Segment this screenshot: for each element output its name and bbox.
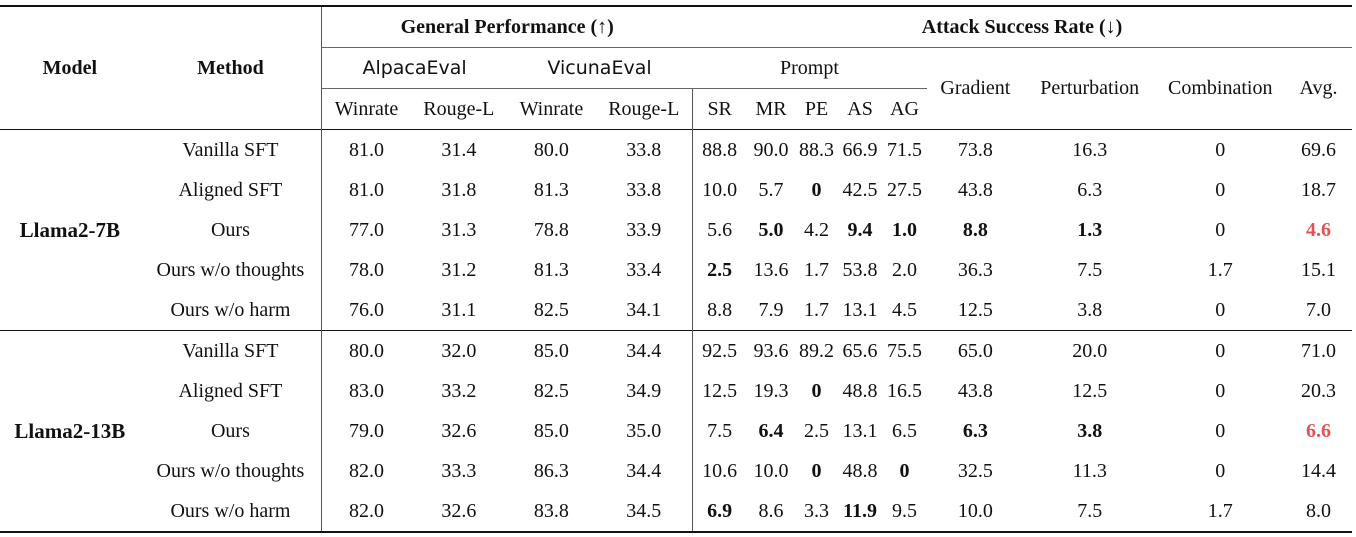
table-cell: 12.5 — [957, 298, 993, 321]
table-cell: 10.0 — [957, 499, 993, 522]
table-cell: 3.3 — [804, 499, 830, 522]
table-cell: 35.0 — [626, 419, 662, 442]
table-cell: 36.3 — [957, 258, 993, 281]
table-cell: 5.6 — [692, 210, 747, 250]
table-cell: 76.0 — [322, 290, 411, 331]
table-cell: 12.5 — [692, 371, 747, 411]
table-cell: 0 — [1215, 379, 1226, 402]
table-row — [0, 130, 1352, 171]
method-name: Ours w/o harm — [170, 298, 291, 321]
model-name: Llama2-7B — [19, 217, 120, 242]
table-cell: 5.7 — [758, 178, 784, 201]
table-cell: 1.3 — [1077, 218, 1103, 241]
table-cell: 2.5 — [692, 250, 747, 290]
col-header-pe: PE — [795, 89, 837, 130]
col-group-prompt: Prompt — [692, 48, 927, 89]
table-cell: 78.0 — [322, 250, 411, 290]
table-cell: 7.5 — [1077, 258, 1103, 281]
col-header-gradient: Gradient — [927, 48, 1024, 130]
results-body — [0, 130, 1352, 533]
table-cell: 93.6 — [753, 339, 789, 362]
method-name: Aligned SFT — [178, 379, 283, 402]
method-name: Ours — [210, 218, 250, 241]
table-cell: 8.0 — [1305, 499, 1331, 522]
col-header-vicuna-rouge: Rouge-L — [596, 89, 692, 130]
table-cell: 15.1 — [1300, 258, 1336, 281]
table-cell: 43.8 — [957, 178, 993, 201]
table-cell: 7.5 — [692, 411, 747, 451]
table-cell: 5.0 — [758, 218, 784, 241]
col-header-perturbation: Perturbation — [1024, 48, 1156, 130]
table-cell: 43.8 — [957, 379, 993, 402]
table-cell: 66.9 — [842, 138, 878, 161]
table-row — [0, 491, 1352, 532]
table-cell: 32.6 — [441, 419, 477, 442]
table-cell: 69.6 — [1300, 138, 1336, 161]
table-cell: 33.8 — [626, 138, 662, 161]
table-cell: 11.9 — [843, 499, 877, 522]
table-cell: 1.7 — [804, 258, 830, 281]
table-cell: 7.0 — [1305, 298, 1331, 321]
table-cell: 33.2 — [441, 379, 477, 402]
table-cell: 32.0 — [441, 339, 477, 362]
method-name: Vanilla SFT — [182, 138, 279, 161]
table-cell: 71.5 — [887, 138, 923, 161]
table-row — [0, 411, 1352, 451]
results-table — [0, 5, 1352, 533]
col-header-alpaca-winrate: Winrate — [322, 89, 411, 130]
table-cell: 20.0 — [1072, 339, 1108, 362]
table-cell: 0 — [1215, 339, 1226, 362]
table-cell: 20.3 — [1300, 379, 1336, 402]
table-cell: 9.4 — [847, 218, 873, 241]
table-cell: 81.0 — [322, 130, 411, 171]
table-cell: 6.3 — [1077, 178, 1103, 201]
table-cell: 31.3 — [441, 218, 477, 241]
table-cell: 10.6 — [692, 451, 747, 491]
table-cell: 13.1 — [842, 419, 878, 442]
table-cell: 89.2 — [799, 339, 835, 362]
table-cell: 11.3 — [1072, 459, 1107, 482]
table-cell: 34.5 — [626, 499, 662, 522]
table-cell: 33.9 — [626, 218, 662, 241]
table-cell: 82.5 — [533, 379, 569, 402]
col-group-vicunaeval: VicunaEval — [507, 48, 692, 89]
table-cell: 1.7 — [1207, 499, 1233, 522]
table-cell: 34.4 — [626, 459, 662, 482]
col-group-general-performance — [322, 6, 692, 48]
table-cell: 81.0 — [322, 170, 411, 210]
table-cell: 1.7 — [1207, 258, 1233, 281]
table-cell: 0 — [1215, 178, 1226, 201]
table-row — [0, 451, 1352, 491]
table-cell: 34.4 — [626, 339, 662, 362]
table-cell: 8.8 — [692, 290, 747, 331]
col-header-as: AS — [838, 89, 883, 130]
table-cell: 18.7 — [1300, 178, 1336, 201]
table-cell: 0 — [1215, 459, 1226, 482]
table-cell: 27.5 — [887, 178, 923, 201]
method-name: Ours w/o harm — [170, 499, 291, 522]
table-cell: 6.3 — [962, 419, 988, 442]
table-cell: 33.4 — [626, 258, 662, 281]
table-cell: 0 — [1215, 218, 1226, 241]
table-row — [0, 250, 1352, 290]
table-cell: 31.8 — [441, 178, 477, 201]
method-name: Ours — [210, 419, 250, 442]
table-cell: 0 — [899, 459, 910, 482]
col-header-mr: MR — [747, 89, 796, 130]
table-cell: 82.0 — [322, 451, 411, 491]
table-cell: 3.8 — [1077, 419, 1103, 442]
table-cell: 13.6 — [753, 258, 789, 281]
table-cell: 32.6 — [441, 499, 477, 522]
table-cell: 16.5 — [887, 379, 923, 402]
table-cell: 1.7 — [804, 298, 830, 321]
table-cell: 13.1 — [842, 298, 878, 321]
method-name: Ours w/o thoughts — [156, 459, 305, 482]
table-cell: 33.8 — [626, 178, 662, 201]
model-name: Llama2-13B — [14, 418, 126, 443]
table-cell: 85.0 — [533, 419, 569, 442]
table-cell: 7.9 — [758, 298, 784, 321]
table-cell: 79.0 — [322, 411, 411, 451]
table-cell: 7.5 — [1077, 499, 1103, 522]
table-cell: 86.3 — [533, 459, 569, 482]
table-cell: 42.5 — [842, 178, 878, 201]
table-row — [0, 331, 1352, 372]
col-group-alpacaeval: AlpacaEval — [322, 48, 507, 89]
col-group-attack-success-rate: Attack Success Rate (↓) — [921, 15, 1123, 38]
table-cell: 4.2 — [804, 218, 830, 241]
table-cell: 4.6 — [1305, 218, 1331, 241]
table-cell: 81.3 — [533, 258, 569, 281]
table-row — [0, 210, 1352, 250]
table-cell: 0 — [811, 379, 822, 402]
table-cell: 4.5 — [892, 298, 918, 321]
table-cell: 78.8 — [533, 218, 569, 241]
table-cell: 32.5 — [957, 459, 993, 482]
table-cell: 80.0 — [533, 138, 569, 161]
col-header-alpaca-rouge: Rouge-L — [411, 89, 507, 130]
col-header-combination: Combination — [1155, 48, 1285, 130]
general-performance-label: General Performance (↑) — [400, 15, 614, 38]
table-cell: 34.9 — [626, 379, 662, 402]
table-cell: 90.0 — [753, 138, 789, 161]
table-cell: 80.0 — [322, 331, 411, 372]
table-cell: 83.8 — [533, 499, 569, 522]
table-cell: 6.9 — [692, 491, 747, 532]
table-cell: 75.5 — [887, 339, 923, 362]
table-cell: 0 — [811, 178, 822, 201]
table-cell: 10.0 — [753, 459, 789, 482]
table-cell: 31.4 — [441, 138, 477, 161]
table-cell: 0 — [1215, 298, 1226, 321]
table-row — [0, 170, 1352, 210]
table-cell: 81.3 — [533, 178, 569, 201]
table-cell: 19.3 — [753, 379, 789, 402]
table-cell: 8.8 — [962, 218, 988, 241]
table-cell: 31.2 — [441, 258, 477, 281]
method-name: Vanilla SFT — [182, 339, 279, 362]
table-cell: 53.8 — [842, 258, 878, 281]
table-cell: 6.6 — [1305, 419, 1331, 442]
table-cell: 71.0 — [1300, 339, 1336, 362]
table-cell: 73.8 — [957, 138, 993, 161]
table-cell: 1.0 — [892, 218, 918, 241]
table-cell: 6.4 — [758, 419, 784, 442]
col-header-method: Method — [197, 56, 264, 79]
table-cell: 31.1 — [441, 298, 477, 321]
table-cell: 0 — [811, 459, 822, 482]
table-row — [0, 290, 1352, 331]
table-cell: 65.6 — [842, 339, 878, 362]
table-cell: 88.8 — [692, 130, 747, 171]
table-cell: 2.0 — [892, 258, 918, 281]
table-cell: 82.0 — [322, 491, 411, 532]
col-header-sr: SR — [692, 89, 747, 130]
table-cell: 83.0 — [322, 371, 411, 411]
method-name: Aligned SFT — [178, 178, 283, 201]
col-header-model: Model — [42, 56, 98, 79]
col-header-ag: AG — [882, 89, 927, 130]
table-cell: 34.1 — [626, 298, 662, 321]
table-cell: 48.8 — [842, 459, 878, 482]
table-cell: 48.8 — [842, 379, 878, 402]
method-name: Ours w/o thoughts — [156, 258, 305, 281]
table-cell: 65.0 — [957, 339, 993, 362]
table-row — [0, 371, 1352, 411]
table-cell: 0 — [1215, 419, 1226, 442]
table-cell: 6.5 — [892, 419, 918, 442]
table-cell: 33.3 — [441, 459, 477, 482]
table-cell: 8.6 — [758, 499, 784, 522]
table-cell: 88.3 — [799, 138, 835, 161]
table-cell: 82.5 — [533, 298, 569, 321]
col-header-avg: Avg. — [1285, 48, 1352, 130]
table-cell: 9.5 — [892, 499, 918, 522]
table-cell: 14.4 — [1300, 459, 1336, 482]
table-cell: 3.8 — [1077, 298, 1103, 321]
table-cell: 85.0 — [533, 339, 569, 362]
table-cell: 2.5 — [804, 419, 830, 442]
col-header-vicuna-winrate: Winrate — [507, 89, 596, 130]
table-cell: 16.3 — [1072, 138, 1108, 161]
table-cell: 0 — [1215, 138, 1226, 161]
table-cell: 10.0 — [692, 170, 747, 210]
table-cell: 12.5 — [1072, 379, 1108, 402]
table-cell: 77.0 — [322, 210, 411, 250]
table-cell: 92.5 — [692, 331, 747, 372]
